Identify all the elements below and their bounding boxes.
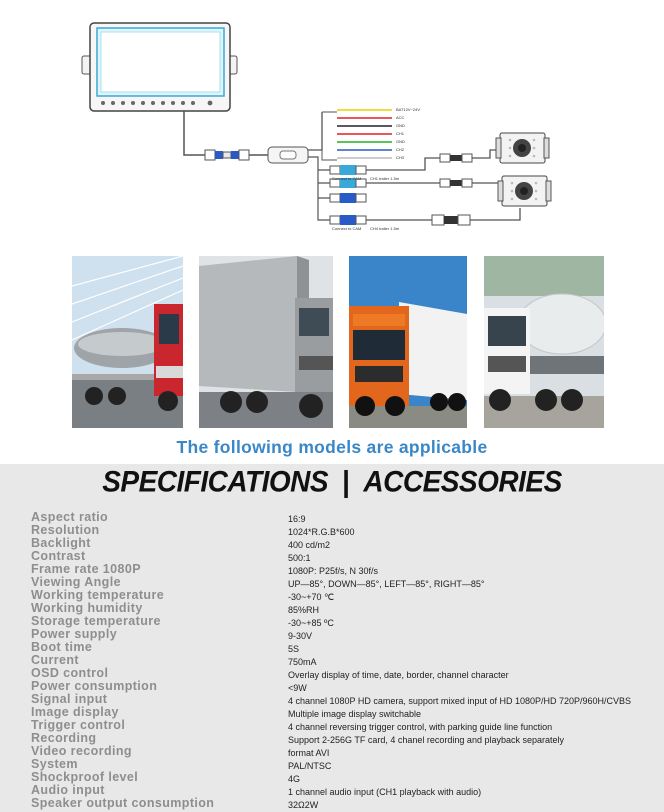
spec-row: [31, 524, 664, 537]
spec-value: 32Ω2W: [288, 800, 319, 810]
spec-label: Working temperature: [31, 588, 165, 602]
spec-row: [31, 641, 664, 654]
spec-label: Resolution: [31, 523, 100, 537]
spec-value: 500:1: [288, 553, 311, 563]
connector-label-1: Connect to CAM: [332, 176, 362, 181]
spec-label: Working humidity: [31, 601, 143, 615]
spec-row: [31, 693, 664, 706]
spec-row: [31, 745, 664, 758]
spec-value: 750mA: [288, 657, 317, 667]
wire-label-5: GND: [396, 139, 405, 144]
spec-label: Trigger control: [31, 718, 126, 732]
applicable-models-caption: The following models are applicable: [176, 437, 488, 457]
spec-value: UP—85°, DOWN—85°, LEFT—85°, RIGHT—85°: [288, 579, 485, 589]
spec-label: Recording: [31, 731, 97, 745]
spec-value: PAL/NTSC: [288, 761, 332, 771]
spec-label: Image display: [31, 705, 119, 719]
spec-value: 4 channel 1080P HD camera, support mixed input of HD 1080P/HD 720P/960H/CVBS: [288, 696, 632, 706]
wire-label-6: CH2: [396, 147, 405, 152]
spec-row: [31, 706, 664, 719]
section-heading: [0, 465, 664, 499]
spec-value: Overlay display of time, date, border, channel character: [288, 670, 509, 680]
wire-label-4: CH1: [396, 131, 405, 136]
wire-label-1: BAT12V~24V: [396, 107, 421, 112]
cable-connector: [205, 150, 249, 160]
connector-label-3: Connect to CAM: [332, 226, 362, 231]
extension-connectors: [432, 154, 472, 225]
spec-value: -30~+70 ℃: [288, 592, 335, 602]
spec-value: 9-30V: [288, 631, 313, 641]
wire-label-3: GND: [396, 123, 405, 128]
spec-label: Power consumption: [31, 679, 158, 693]
spec-value: <9W: [288, 683, 307, 693]
spec-label: Audio input: [31, 783, 105, 797]
power-wires: [337, 110, 392, 158]
spec-label: Contrast: [31, 549, 86, 563]
spec-label: Backlight: [31, 536, 91, 550]
wire-label-2: ACC: [396, 115, 405, 120]
spec-value: 4G: [288, 774, 301, 784]
spec-value: 1024*R.G.B*600: [288, 527, 355, 537]
channel-connectors: [330, 165, 366, 225]
spec-label: Current: [31, 653, 79, 667]
spec-value: 16:9: [288, 514, 306, 524]
mixer-truck-photo: [484, 256, 604, 428]
spec-value: -30~+85 ºC: [288, 618, 334, 628]
spec-value: Support 2-256G TF card, 4 chanel recording and playback separately: [288, 735, 564, 745]
spec-label: Power supply: [31, 627, 118, 641]
spec-value: format AVI: [288, 748, 330, 758]
spec-label: Speaker output consumption: [31, 796, 215, 810]
spec-value: 400 cd/m2: [288, 540, 331, 550]
box-truck-photo: [199, 256, 333, 428]
spec-label: Storage temperature: [31, 614, 161, 628]
spec-value: 85%RH: [288, 605, 320, 615]
spec-row: [31, 719, 664, 732]
heading-specifications: SPECIFICATIONS: [102, 465, 329, 498]
connector-label-2: CH1 trailer 1.5m: [370, 176, 400, 181]
splitter-box: [268, 147, 308, 163]
spec-value: 4 channel reversing trigger control, with parking guide line function: [288, 722, 553, 732]
spec-value: 5S: [288, 644, 300, 654]
spec-label: Video recording: [31, 744, 132, 758]
spec-label: Signal input: [31, 692, 108, 706]
spec-row: [31, 537, 664, 550]
spec-value: 1080P: P25f/s, N 30f/s: [288, 566, 379, 576]
spec-value: Multiple image display switchable: [288, 709, 422, 719]
spec-label: OSD control: [31, 666, 109, 680]
heading-accessories: ACCESSORIES: [363, 465, 562, 498]
spec-row: [31, 654, 664, 667]
wire-label-7: CH3: [396, 155, 405, 160]
spec-label: System: [31, 757, 78, 771]
wiring-diagram: [0, 0, 664, 240]
tanker-truck-photo: [72, 256, 183, 428]
spec-row: [31, 628, 664, 641]
orange-truck-photo: [349, 256, 467, 428]
heading-separator: |: [342, 465, 350, 498]
camera-2: [498, 176, 551, 206]
connector-label-4: CH4 trailer 1.5m: [370, 226, 400, 231]
spec-row: [31, 797, 664, 810]
spec-row: [31, 680, 664, 693]
spec-label: Boot time: [31, 640, 93, 654]
spec-label: Frame rate 1080P: [31, 562, 141, 576]
spec-row: [31, 771, 664, 784]
spec-row: [31, 615, 664, 628]
camera-1: [496, 133, 549, 163]
spec-label: Shockproof level: [31, 770, 139, 784]
spec-value: 1 channel audio input (CH1 playback with audio): [288, 787, 482, 797]
monitor: [82, 23, 237, 111]
spec-row: [31, 563, 664, 576]
spec-row: [31, 511, 664, 524]
spec-label: Aspect ratio: [31, 510, 109, 524]
spec-label: Viewing Angle: [31, 575, 121, 589]
